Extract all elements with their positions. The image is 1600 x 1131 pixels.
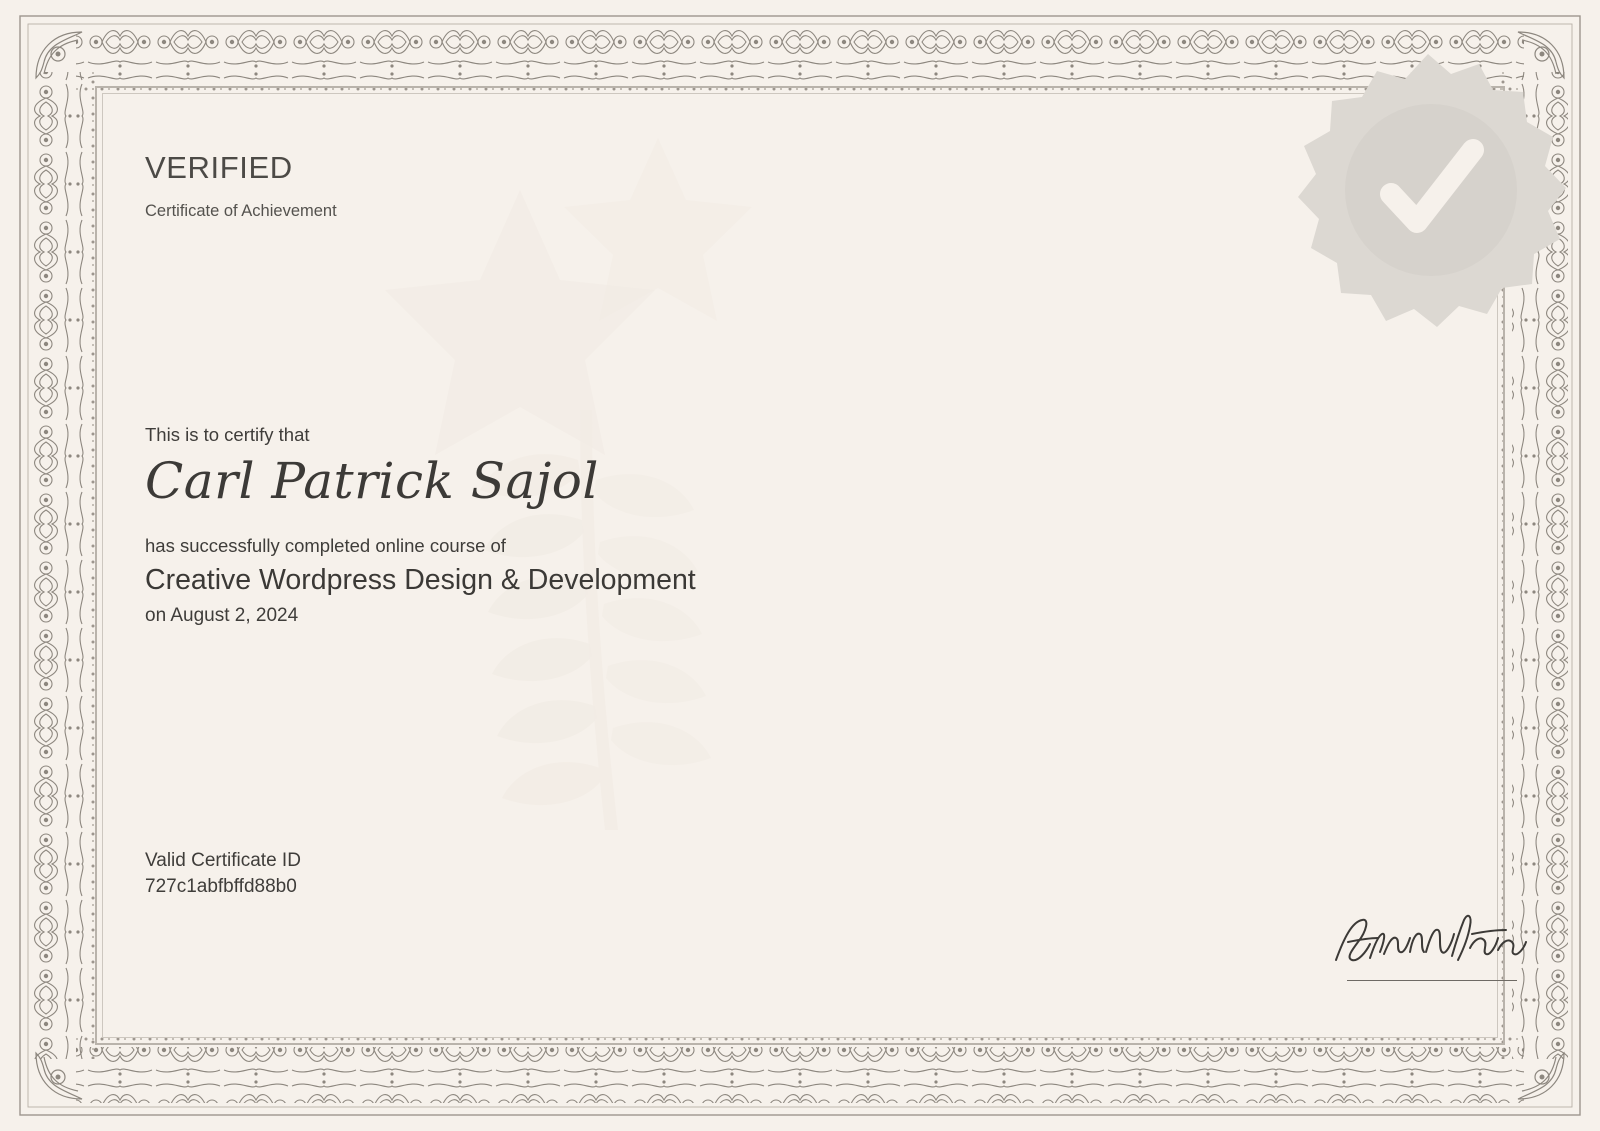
course-title: Creative Wordpress Design & Development (145, 564, 696, 596)
certificate-id-label: Valid Certificate ID (145, 850, 301, 871)
certificate-id-block (145, 850, 301, 898)
certificate-content (145, 150, 1480, 1011)
course-block (145, 535, 696, 627)
course-prefix: has successfully completed online course of (145, 535, 506, 556)
signature-block (1322, 908, 1542, 981)
certify-line: This is to certify that (145, 424, 310, 445)
completion-date: on August 2, 2024 (145, 605, 299, 626)
handwritten-signature-icon (1322, 908, 1542, 978)
certificate-subtitle: Certificate of Achievement (145, 202, 337, 220)
recipient-name: Carl Patrick Sajol (145, 452, 599, 510)
page-title: VERIFIED (145, 150, 293, 185)
signature-rule (1347, 980, 1517, 981)
recipient-block (145, 424, 599, 510)
certificate-id-value: 727c1abfbffd88b0 (145, 876, 297, 897)
